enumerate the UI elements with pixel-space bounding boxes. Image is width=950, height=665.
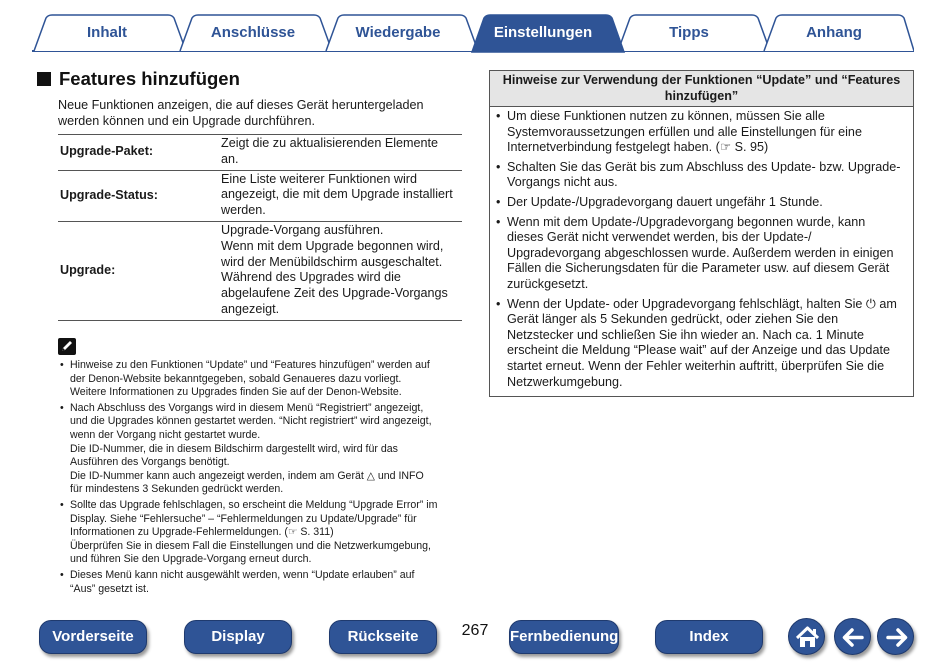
list-item xyxy=(494,109,907,156)
arrow-left-icon[interactable] xyxy=(834,618,871,655)
spec-line: an. xyxy=(221,151,239,166)
tab-tipps[interactable]: Tipps xyxy=(669,24,709,41)
tab-anhang[interactable]: Anhang xyxy=(806,24,862,41)
hint-box xyxy=(489,70,914,397)
note-line: und die Upgrades können gestartet werden. “Nicht registriert” wird angezeigt, xyxy=(70,415,432,428)
hint-line: Netzwerkumgebung. xyxy=(507,374,623,389)
hint-line: Fällen die Sicherungsdaten für die Parameter usw. auf diesem Gerät xyxy=(507,261,890,276)
section-title-text: Features hinzufügen xyxy=(59,68,240,89)
spec-value xyxy=(221,135,462,171)
hint-title-line: hinzufügen” xyxy=(664,89,739,103)
note-line: “Aus” gesetzt ist. xyxy=(70,582,149,595)
note-line: der Denon-Website bekanntgegeben, sobald Genaueres dazu vorliegt. xyxy=(70,372,402,385)
note-line: • Nach Abschluss des Vorgangs wird in diesem Menü “Registriert” angezeigt, xyxy=(70,401,424,414)
hint-line: erscheint die Meldung “Please wait” auf der Anzeige und das Update xyxy=(507,343,890,358)
hint-line: dieses Gerät nicht verwendet werden, bis der Update-/ xyxy=(507,230,812,245)
list-item xyxy=(58,359,468,400)
note-line: Weitere Informationen zu Upgrades finden Sie auf der Denon-Website. xyxy=(70,386,402,399)
spec-key: Upgrade-Paket: xyxy=(58,135,221,171)
spec-line: Eine Liste weiterer Funktionen wird xyxy=(221,171,417,186)
note-line: wenn der Vorgang nicht gestartet wurde. xyxy=(70,428,261,441)
note-line: • Sollte das Upgrade fehlschlagen, so erscheint die Meldung “Upgrade Error” im xyxy=(70,498,438,511)
section-intro: Neue Funktionen anzeigen, die auf dieses Gerät heruntergeladen werden können und ein Upgrade durchführen. xyxy=(58,98,424,128)
list-item xyxy=(494,297,907,391)
chapter-tabs xyxy=(32,14,914,54)
spec-line: abgelaufene Zeit des Upgrade-Vorgangs xyxy=(221,286,448,301)
note-line: und führen Sie den Upgrade-Vorgang erneut durch. xyxy=(70,553,312,566)
spec-key: Upgrade-Status: xyxy=(58,170,221,221)
tab-anschluesse[interactable]: Anschlüsse xyxy=(210,24,296,41)
table-row xyxy=(58,135,462,171)
square-bullet-icon xyxy=(37,72,51,86)
hint-box-title xyxy=(490,71,913,107)
spec-table xyxy=(58,134,462,321)
arrow-right-icon[interactable] xyxy=(877,618,914,655)
tab-wiedergabe[interactable]: Wiedergabe xyxy=(355,24,441,41)
fernbedienung-button[interactable]: Fernbedienung xyxy=(509,620,619,654)
tab-inhalt[interactable]: Inhalt xyxy=(87,24,127,41)
spec-line: angezeigt, die mit dem Upgrade installiert xyxy=(221,187,453,202)
spec-line: Upgrade-Vorgang ausführen. xyxy=(221,222,384,237)
note-line: Display. Siehe “Fehlersuche” – “Fehlermeldungen zu Update/Upgrade” für xyxy=(70,512,417,525)
spec-key: Upgrade: xyxy=(58,221,221,320)
tab-einstellungen[interactable]: Einstellungen xyxy=(493,24,593,41)
table-row xyxy=(58,221,462,320)
pencil-note-icon xyxy=(58,338,76,355)
hint-line: Systemvoraussetzungen erfüllen und alle Einstellungen für eine xyxy=(507,124,862,139)
note-line-page-ref[interactable]: Informationen zu Upgrade-Fehlermeldungen. (☞ S. 311) xyxy=(70,526,334,539)
list-item xyxy=(58,569,468,596)
hint-line: zurückgesetzt. xyxy=(507,276,589,291)
spec-value xyxy=(221,170,462,221)
table-row xyxy=(58,170,462,221)
display-button[interactable]: Display xyxy=(184,620,292,654)
list-item xyxy=(494,160,907,191)
notes-list xyxy=(58,359,468,598)
home-icon[interactable] xyxy=(788,618,825,655)
note-line: für mindestens 3 Sekunden gedrückt werden. xyxy=(70,483,284,496)
spec-line: angezeigt. xyxy=(221,301,280,316)
hint-title-line: Hinweise zur Verwendung der Funktionen “Update” und “Features xyxy=(502,73,901,87)
section-title xyxy=(37,68,240,90)
page-number: 267 xyxy=(461,622,489,639)
hint-line: Upgradevorgang abgeschlossen wurde. Außerdem werden in einigen xyxy=(507,245,894,260)
hint-line: startet erneut. Wenn der Fehler weiterhin auftritt, überprüfen Sie die xyxy=(507,358,885,373)
spec-line: Zeigt die zu aktualisierenden Elemente xyxy=(221,136,439,150)
list-item xyxy=(58,402,468,497)
hint-line: Netzstecker und schließen Sie ihn wieder an. Nach ca. 1 Minute xyxy=(507,327,865,342)
hint-line-page-ref[interactable]: Internetverbindung festgelegt haben. (☞ S. 95) xyxy=(507,140,769,155)
index-button[interactable]: Index xyxy=(655,620,763,654)
list-item xyxy=(494,215,907,293)
hint-line: • Der Update-/Upgradevorgang dauert ungefähr 1 Stunde. xyxy=(507,194,823,209)
note-line: Überprüfen Sie in diesem Fall die Einstellungen und die Netzwerkumgebung, xyxy=(70,539,431,552)
note-line: Die ID-Nummer kann auch angezeigt werden, indem am Gerät △ und INFO xyxy=(70,469,424,482)
hint-line: Gerät länger als 5 Sekunden gedrückt, oder ziehen Sie den xyxy=(507,312,839,327)
hint-line: • Wenn der Update- oder Upgradevorgang fehlschlägt, halten Sie ⏻ am xyxy=(507,296,897,311)
note-line: Die ID-Nummer, die in diesem Bildschirm dargestellt wird, wird für das xyxy=(70,442,398,455)
rueckseite-button[interactable]: Rückseite xyxy=(329,620,437,654)
hint-line: Vorgangs nicht aus. xyxy=(507,175,618,190)
spec-line: wird der Menübildschirm ausgeschaltet. xyxy=(221,254,443,269)
hint-line: • Wenn mit dem Update-/Upgradevorgang begonnen wurde, kann xyxy=(507,214,866,229)
note-line: Ausführen des Vorgangs benötigt. xyxy=(70,456,230,469)
spec-value xyxy=(221,221,462,320)
list-item xyxy=(58,499,468,567)
spec-line: werden. xyxy=(221,203,266,218)
hint-list xyxy=(490,107,913,390)
note-line: • Dieses Menü kann nicht ausgewählt werden, wenn “Update erlauben” auf xyxy=(70,568,415,581)
list-item xyxy=(494,195,907,211)
spec-line: Wenn mit dem Upgrade begonnen wird, xyxy=(221,238,444,253)
hint-line: • Um diese Funktionen nutzen zu können, müssen Sie alle xyxy=(507,109,825,123)
note-line: • Hinweise zu den Funktionen “Update” und “Features hinzufügen” werden auf xyxy=(70,359,430,371)
vorderseite-button[interactable]: Vorderseite xyxy=(39,620,147,654)
spec-line: Während des Upgrades wird die xyxy=(221,270,401,285)
hint-line: • Schalten Sie das Gerät bis zum Abschluss des Update- bzw. Upgrade- xyxy=(507,159,901,174)
